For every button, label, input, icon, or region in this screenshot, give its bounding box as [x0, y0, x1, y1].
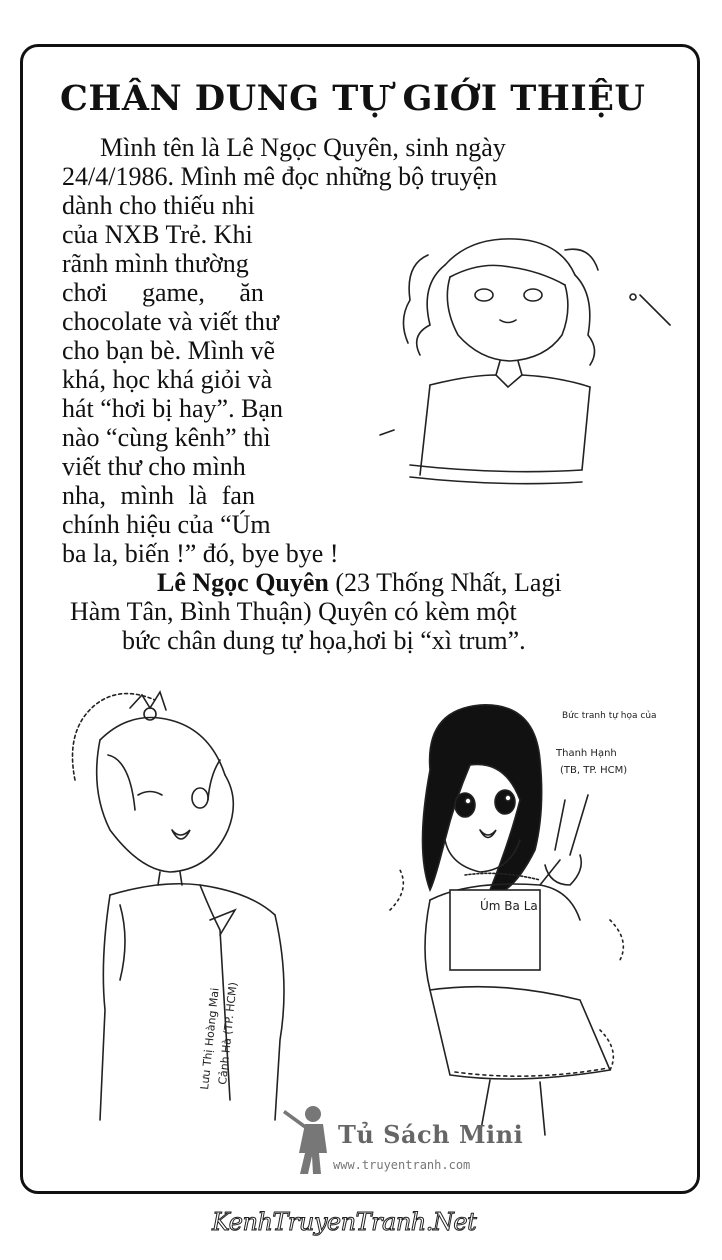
body-line: hát “hơi bị hay”. Bạn: [62, 394, 283, 423]
body-line: 24/4/1986. Mình mê đọc những bộ truyện: [62, 162, 498, 191]
body-line: nha, mình là fan: [62, 481, 255, 510]
author-name: Lê Ngọc Quyên: [157, 568, 329, 597]
left-sketch-note-2: Cảnh Hà (TP. HCM): [216, 981, 240, 1086]
body-line: chocolate và viết thư: [62, 307, 279, 336]
right-sketch-note-1: Bức tranh tự họa của: [562, 711, 657, 721]
book-cover-text: Úm Ba La: [480, 899, 538, 913]
right-sketch-note-2: Thanh Hạnh: [556, 748, 617, 759]
peace-sign-girl-sketch: [370, 690, 690, 1140]
right-sketch-note-3: (TB, TP. HCM): [560, 765, 628, 776]
article-title: CHÂN DUNG TỰ GIỚI THIỆU: [60, 78, 646, 119]
watermark-url: www.truyentranh.com: [333, 1158, 471, 1172]
pigtail-girl-sketch: [350, 225, 680, 500]
winking-girl-sketch: [60, 680, 330, 1140]
body-line: nào “cùng kênh” thì: [62, 423, 271, 452]
body-line: ba la, biến !” đó, bye bye !: [62, 539, 339, 568]
address-part: (23 Thống Nhất, Lagi: [328, 568, 562, 597]
signature-line: Hàm Tân, Bình Thuận) Quyên có kèm một: [70, 597, 517, 626]
body-line: chính hiệu của “Úm: [62, 510, 271, 539]
watermark-brand: Tủ Sách Mini: [338, 1120, 524, 1149]
body-line: cho bạn bè. Mình vẽ: [62, 336, 276, 365]
body-line: của NXB Trẻ. Khi: [62, 220, 253, 249]
signature-line: bức chân dung tự họa,hơi bị “xì trum”.: [122, 626, 526, 655]
signature-line: [62, 568, 662, 597]
body-line: viết thư cho mình: [62, 452, 246, 481]
watermark-figure-icon: [283, 1098, 338, 1176]
body-line: rãnh mình thường: [62, 249, 249, 278]
body-line: chơi game, ăn: [62, 278, 264, 307]
footer-site-name: KenhTruyenTranh.Net: [212, 1208, 477, 1236]
body-line: dành cho thiếu nhi: [62, 191, 255, 220]
body-line: khá, học khá giỏi và: [62, 365, 273, 394]
left-sketch-note-1: Lưu Thị Hoàng Mai: [198, 987, 222, 1091]
body-line: Mình tên là Lê Ngọc Quyên, sinh ngày: [100, 133, 506, 162]
